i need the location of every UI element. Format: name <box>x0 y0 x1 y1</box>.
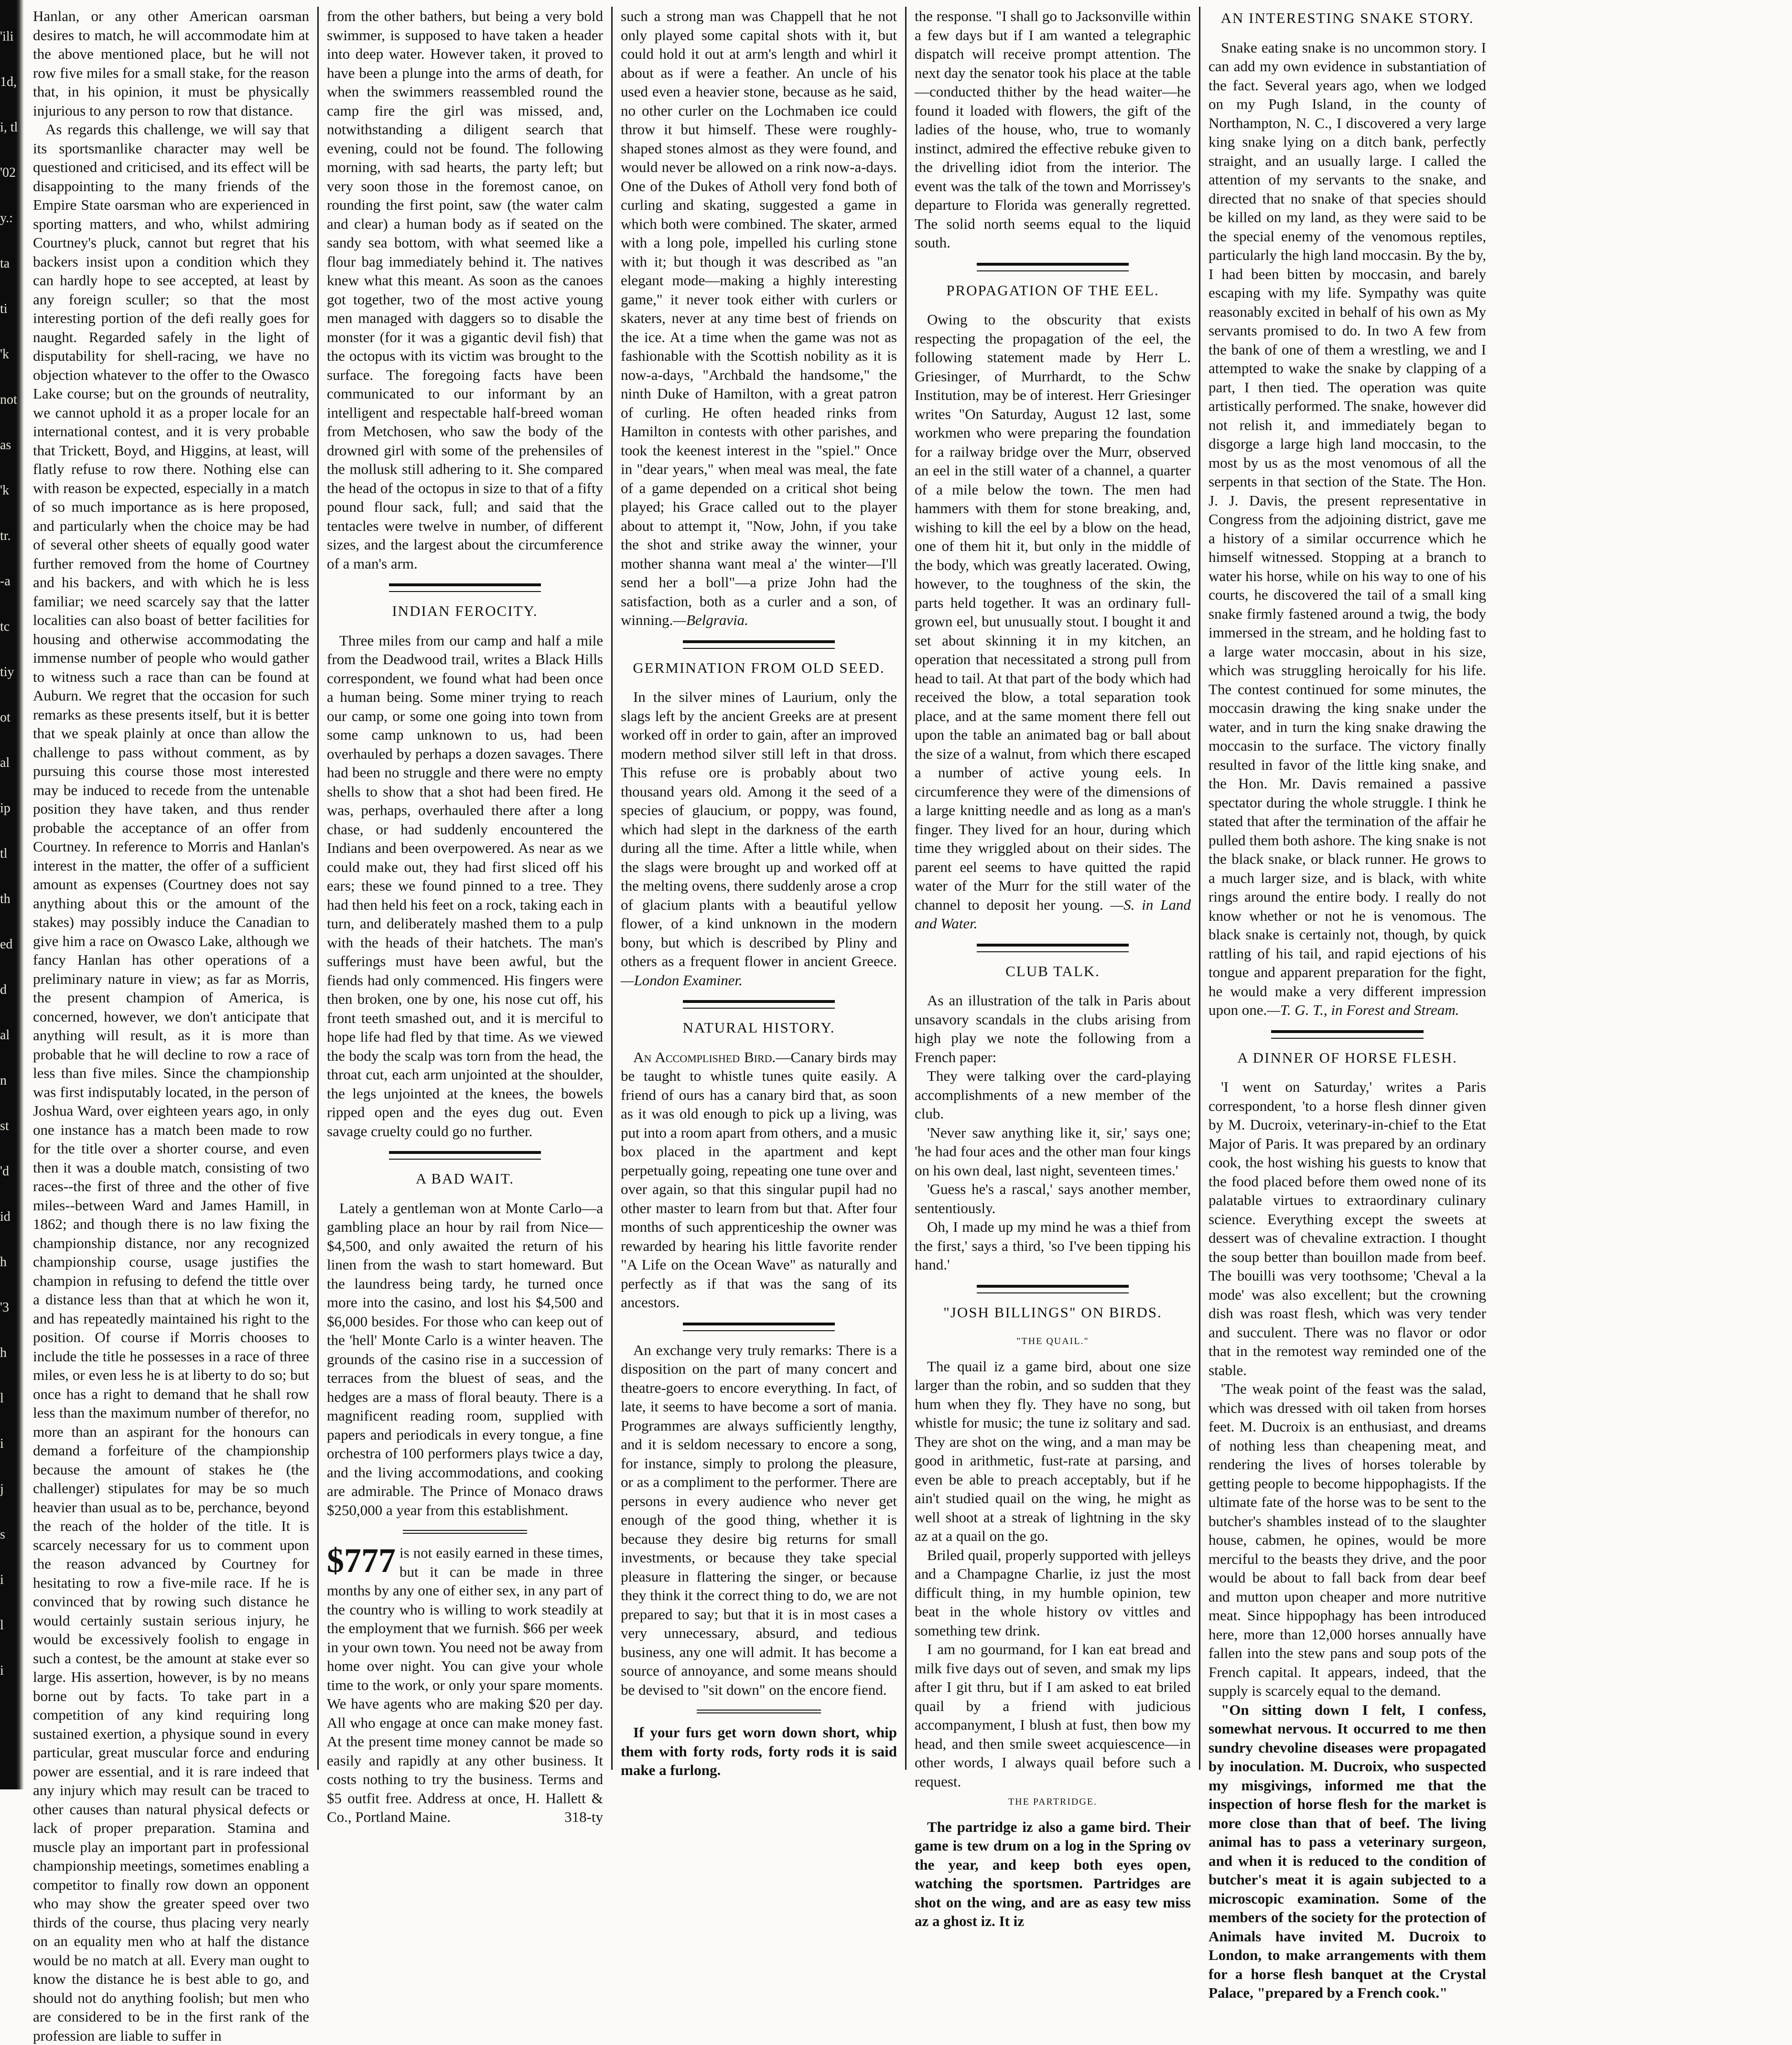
horse-flesh-text-1: 'I went on Saturday,' writes a Paris correspondent, 'to a horse flesh dinner given by M. Ducroix, veterinary-in-chief to the Etat Major of Paris. It was prepared by an ordinary cook, the host wishing his guests to know that the food placed before them owed none of its palatable virtues to extraordinary culinary science. Everything except the sweets at dessert was of chevaline extraction. I thought the soup better than bouillon made from beef. The bouilli was very toothsome; 'Cheval a la mode' was also excellent; but the crowning dish was roast flesh, which was very tender and succulent. There was no flavor or odor that in the remotest way reminded one of the stable. <box>1209 1078 1486 1378</box>
germination-text: In the silver mines of Laurium, only the slags left by the ancient Greeks are at present worked off in order to gain, after an improved modern method silver still left in that dross. This refuse ore is probably about two thousand years old. Among it the seed of a species of glaucium, or poppy, was found, which had slept in the darkness of the earth during all the time. After a little while, when the slags were brought up and worked off at the melting ovens, there suddenly arose a crop of glacium plants with a beautiful yellow flower, of a kind unknown in the modern bony, but which is described by Pliny and others as a frequent flower in ancient Greece.—London Examiner. <box>621 689 897 989</box>
senator-story-text: the response. "I shall go to Jacksonville within a few days but if I am wanted a telegraphic dispatch will receive prompt attention. The next day the senator took his place at the table—conducted thither by the head waiter—he found it loaded with flowers, the gift of the ladies of the house, who, true to womanly instinct, admired the effective rebuke given to the drivelling idiot from the interior. The event was the talk of the town and Morrissey's departure to Florida was generally regretted. The solid north seems equal to the liquid south. <box>915 8 1191 251</box>
gutter-fragment: tc <box>0 619 10 634</box>
club-talk-text-1: As an illustration of the talk in Paris about unsavory scandals in the clubs arising from high play we note the following from a French paper: <box>915 992 1191 1066</box>
rowing-challenge-commentary: As regards this challenge, we will say that its sportsmanlike character may well be questioned and criticised, and its effect will be disappointing to the many friends of the Empire State oarsman who are experienced in sporting matters, and who, whilst admiring Courtney's pluck, cannot but regret that his backers insist upon a condition which they can hardly hope to see accepted, at least by any foreign sculler; so that the most interesting portion of the defi really goes for naught. Regarded safely in the light of disputability for shell-racing, we have no objection whatever to the offer to the Owasco Lake course; but on the grounds of neutrality, we cannot uphold it as a proper locale for an international contest, and it is very probable that Trickett, Boyd, and Higgins, at least, will flatly refuse to row there. Nothing else can with reason be expected, especially in a match of so much importance as is here proposed, and particularly when the choice may be had of several other sheets of equally good water further removed from the home of Courtney and his backers, and with which he is less familiar; we need scarcely say that the latter localities can also boast of better facilities for housing and otherwise accommodating the immense number of people who would gather to witness such a race than can be found at Auburn. We regret that the occasion for such remarks as these presents itself, but it is better that we speak plainly at once than allow the challenge to pass without comment, as by pursuing this course those most interested may be induced to recede from the untenable position they have taken, and thus render probable the acceptance of an offer from Courtney. In reference to Morris and Hanlan's interest in the matter, the offer of a sufficient amount as expenses (Courtney does not say anything about this or the amount of the stakes) may possibly induce the Canadian to give him a race on Owasco Lake, although we fancy Hanlan has other operations of a preliminary nature in view; as far as Morris, the present champion of America, is concerned, however, we don't anticipate that anything will result, as it is more than probable that he will decline to row a race of less than five miles. Since the championship was first indisputably located, in the person of Joshua Ward, over eighteen years ago, in only one instance has a match been made to row for the title over a shorter course, and even then it was a double match, consisting of two races--the first of three and the other of five miles--between Ward and James Hamill, in 1862; and though there is no law fixing the championship distance, nor any recognized championship course, usage justifies the champion in refusing to defend the tittle over a distance less than that at which he won it, and has repeatedly maintained his right to the position. Of course if Morris chooses to include the title he possesses in a race of three miles, or even less he is at liberty to do so; but once has a right to demand that he shall row less than the maximum number of therefor, no more than an aspirant for the honours can demand a forfeiture of the championship because the amount of stakes he (the challenger) stipulates for may be so much heavier than usual as to be, perchance, beyond the reach of the holder of the title. It is scarcely necessary for us to comment upon the reason advanced by Courtney for hesitating to row a five-mile race. If he is convinced that by rowing such distance he would certainly sustain serious injury, he would be excessively foolish to engage in such a contest, be the amount at stake ever so large. His assertion, however, is by no means borne out by facts. To take part in a competition of any kind requiring long sustained exertion, a physique sound in every particular, great muscular force and enduring power are essential, and it is rare indeed that any injury which may result can be traced to other causes than natural physical defects or lack of proper preparation. Stamina and muscle play an important part in professional championship meetings, sometimes enabling a competitor to finally row down an opponent who may show the greater speed over two thirds of the course, thus placing very nearly on an equality men who at half the distance would be no match at all. Every man ought to know the distance he is best able to go, and should not do anything foolish; but men who are considered to be in the first rank of the profession are liable to suffer in <box>33 121 309 2044</box>
advertisement <box>327 1543 603 1827</box>
germination-source: —London Examiner. <box>621 971 743 989</box>
article-separator <box>977 263 1129 271</box>
gutter-fragment: i, tl <box>0 120 18 135</box>
gutter-fragment: d <box>0 982 7 997</box>
gutter-fragment: i <box>0 1436 4 1451</box>
gutter-fragment: j <box>0 1482 4 1496</box>
gutter-fragment: '02 <box>0 165 16 180</box>
gutter-fragment: 'k <box>0 483 10 498</box>
gutter-fragment: as <box>0 438 11 452</box>
headline-josh-billings: "JOSH BILLINGS" ON BIRDS. <box>943 1303 1162 1321</box>
encore-remarks-text: An exchange very truly remarks: There is a disposition on the part of many concert and theatre-goers to encore everything. In fact, of late, it seems to have become a sort of mania. Programmes are always sufficiently lengthy, and it is seldom necessary to encore a song, for instance, simply to prolong the pleasure, or as a compliment to the performer. There are persons in every audience who never get enough of the good thing, whether it is because they desire big returns for small investments, or because they take special pleasure in flattering the singer, or because they think it the correct thing to do, we are not prepared to say; but that it is in most cases a very unnecessary, absurd, and tedious business, any one will admit. It has become a source of annoyance, and some means should be devised to "sit down" on the encore fiend. <box>621 1341 897 1698</box>
article-separator <box>683 640 835 649</box>
gutter-fragment: 'k <box>0 347 10 362</box>
gutter-fragment: 'ili <box>0 29 14 44</box>
article-separator <box>403 1530 527 1534</box>
gutter-fragment: s <box>0 1527 5 1542</box>
eel-source: —S. in Land and Water. <box>915 896 1191 932</box>
gutter-fragment: ta <box>0 256 10 271</box>
headline-natural-history: NATURAL HISTORY. <box>682 1019 835 1036</box>
headline-club-talk: CLUB TALK. <box>1005 962 1100 979</box>
article-separator <box>697 1710 821 1713</box>
natural-history-text: An Accomplished Bird.—Canary birds may be taught to whistle tunes quite easily. A friend of ours has a canary bird that, as soon as it was old enough to pick up a living, was put into a room apart from others, and a music box placed in the apartment and kept perpetually going, repeating one tune over and over again, so that this singular pupil had no other master to learn from but that. After four months of such apprenticeship the owner was rewarded by hearing his little favorite render "A Life on the Ocean Wave" as naturally and perfectly as if that was the sang of its ancestors. <box>621 1048 897 1311</box>
snake-story-source: —T. G. T., in Forest and Stream. <box>1267 1001 1459 1018</box>
gutter-fragment: ot <box>0 710 11 725</box>
article-separator <box>389 1151 541 1160</box>
gutter-fragment: h <box>0 1345 7 1360</box>
furlong-joke: If your furs get worn down short, whip them with forty rods, forty rods it is said make a furlong. <box>621 1724 897 1778</box>
column-3 <box>613 7 907 1778</box>
gutter-fragment: n <box>0 1073 7 1088</box>
column-4 <box>907 7 1200 1929</box>
article-separator <box>977 1285 1129 1293</box>
gutter-fragment: th <box>0 892 11 906</box>
headline-indian-ferocity: INDIAN FEROCITY. <box>392 603 538 619</box>
club-talk-text-2: They were talking over the card-playing accomplishments of a new member of the club. <box>915 1067 1191 1122</box>
indian-ferocity-text: Three miles from our camp and half a mile from the Deadwood trail, writes a Black Hills correspondent, we found what had been once a human being. Some miner trying to reach our camp, or some one going into town from some camp unknown to us, had been overhauled by perhaps a dozen savages. There had been no struggle and there were no empty shells to show that a shot had been fired. He was, perhaps, overhauled there after a long chase, or had suddenly encountered the Indians and been overpowered. As near as we could make out, they had first sliced off his ears; these we found pinned to a tree. They had then held his feet on a rock, taking each in turn, and deliberately mashed them to a pulp with the heads of their hatchets. The man's sufferings must have been awful, but the fiends had only commenced. His fingers were then broken, one by one, his nose cut off, his front teeth smashed out, and it is merciful to hope life had fled by that time. As we viewed the body the scalp was torn from the head, the throat cut, each arm unjointed at the shoulder, the legs unjointed at the knees, the bowels ripped open and the eyes dug out. Even savage cruelty could go no further. <box>327 632 603 1140</box>
gutter-fragment: al <box>0 1028 10 1043</box>
gutter-fragment: l <box>0 1618 4 1633</box>
horse-flesh-text-2: 'The weak point of the feast was the salad, which was dressed with oil taken from horses feet. M. Ducroix is an enthusiast, and dreams of nothing less than cheapening meat, and rendering the lives of horses tolerable by getting people to become hippophagists. If the ultimate fate of the horse was to be sent to the butcher's shambles instead of to the slaughter house, cabmen, he opines, would be more merciful to the beasts they drive, and the poor would be about to fall back from dear beef and mutton upon cheaper and more nutritive meat. Since hippophagy has been introduced here, more than 12,000 horses annually have fallen into the stew pans and soup pots of the French capital. It appears, indeed, that the supply is scarcely equal to the demand. <box>1209 1380 1486 1699</box>
gutter-fragment: id <box>0 1209 11 1224</box>
headline-a-bad-wait: A BAD WAIT. <box>416 1170 514 1187</box>
curling-source: —Belgravia. <box>673 612 748 628</box>
gutter-fragment: ed <box>0 937 13 952</box>
article-separator <box>683 1000 835 1009</box>
gutter-fragment: l <box>0 1391 4 1406</box>
subheading-the-quail: "THE QUAIL." <box>1016 1336 1089 1346</box>
gutter-fragment: 'd <box>0 1164 10 1179</box>
rowing-challenge-text: Hanlan, or any other American oarsman desires to match, he will accommodate him at the above mentioned place, but he will not row five miles for a small stake, for the reason that, in his opinion, it must be physically injurious to any person to row that distance. <box>33 8 309 119</box>
gutter-fragment: -a <box>0 574 11 589</box>
gutter-fragment: '3 <box>0 1300 10 1315</box>
partridge-text: The partridge iz also a game bird. Their game is tew drum on a log in the Spring ov the year, and keep both eyes open, watching the sportsmen. Partridges are shot on the wing, and are as easy tew miss az a ghost iz. It iz <box>915 1818 1191 1929</box>
gutter-fragment: tl <box>0 846 8 861</box>
gutter-fragment: tiy <box>0 665 14 679</box>
snake-story-text: Snake eating snake is no uncommon story. I can add my own evidence in substantiation of the fact. Several years ago, when we lodged on my Pugh Island, in the county of Northampton, N. C., I discovered a very large king snake lying on a ditch bank, perfectly straight, and an usually large. I called the attention of my servants to the snake, and directed that no snake of that species should be killed on my land, as they were said to be the special enemy of the venomous reptiles, particularly the high land moccasin. By the by, I had been bitten by moccasin, and barely escaping with my life. Sympathy was quite reasonably excited in behalf of his own as My servants promised to do. In two A few from the bank of one of them a wrestling, we and I attempted to wake the snake by clapping of a part, I then tied. The operation was quite artistically performed. The snake, however did not relish it, and immediately began to disgorge a large high land moccasin, to the most by us as the most venomous of all the serpents in that section of the State. The Hon. J. J. Davis, the present representative in Congress from the adjoining district, gave me a history of a similar occurrence which he himself witnessed. Stopping at a branch to water his horse, while on his way to one of his courts, he discovered the tail of a small king snake firmly fastened around a twig, the body immersed in the stream, and he holding fast to a large water moccasin, about in his size, which was struggling heroically for his life. The contest continued for some minutes, the moccasin drawing the king snake under the water, and in turn the king snake drawing the moccasin to the surface. The victory finally resulted in favor of the little king snake, and the Hon. Mr. Davis remained a passive spectator during the whole struggle. I think he stated that after the termination of the affair he pulled them both ashore. The king snake is not the black snake, or black runner. He grows to a much larger size, and is black, with white rings around the entire body. I really do not know whether or not he is venomous. The black snake is certainly not, though, by quick rattling of his tail, and rapid ejections of his tongue and apparent preparation for the fight, he would make a very different impression upon one.—T. G. T., in Forest and Stream. <box>1209 39 1486 1018</box>
article-separator <box>977 944 1129 952</box>
article-separator <box>389 583 541 592</box>
club-talk-text-3: 'Never saw anything like it, sir,' says one; 'he had four aces and the other man four kings on his own deal, last night, seventeen times.' <box>915 1124 1191 1179</box>
gutter-fragment: i <box>0 1572 4 1587</box>
gutter-fragment: ti <box>0 301 8 316</box>
column-5 <box>1200 7 1494 2001</box>
headline-propagation-eel: PROPAGATION OF THE EEL. <box>946 281 1159 299</box>
quail-text-2: Briled quail, properly supported with jelleys and a Champagne Charlie, iz just the most difficult thing, in my humble opinion, tew beat in the whole history ov vittles and something tew drink. <box>915 1546 1191 1639</box>
gutter-fragment: not <box>0 392 17 407</box>
column-2 <box>319 7 613 1825</box>
a-bad-wait-text: Lately a gentleman won at Monte Carlo—a gambling place an hour by rail from Nice—$4,500, and only awaited the return of his linen from the wash to start homeward. But the laundress being tardy, he turned once more into the casino, and lost his $4,500 and $6,000 besides. For those who can keep out of the 'hell' Monte Carlo is a winter heaven. The grounds of the casino rise in a succession of terraces from the bluest of seas, and the hedges are a mass of floral beauty. There is a magnificent reading room, supplied with papers and periodicals in every tongue, a fine orchestra of 100 performers plays twice a day, and the living accommodations, and cooking are admirable. The Prince of Monaco draws $250,000 a year from this establishment. <box>327 1199 603 1518</box>
article-separator <box>683 1323 835 1331</box>
gutter-fragment: i <box>0 1663 4 1678</box>
club-talk-text-5: Oh, I made up my mind he was a thief from the first,' says a third, 'so I've been tipping his hand.' <box>915 1218 1191 1273</box>
ad-amount: $777 <box>327 1541 396 1580</box>
gutter-fragment: h <box>0 1255 7 1270</box>
column-1 <box>25 7 319 2044</box>
gutter-fragment: al <box>0 755 10 770</box>
gutter-fragment: ip <box>0 801 11 816</box>
gutter-fragment: 1d, <box>0 75 17 89</box>
horse-flesh-text-3: "On sitting down I felt, I confess, somewhat nervous. It occurred to me then sundry chevoline diseases were propagated by inoculation. M. Ducroix, who suspected my misgivings, informed me that the inspection of horse flesh for the market is more close than that of beef. The living animal has to pass a veterinary surgeon, and when it is reduced to the condition of butcher's meat it is again subjected to a microscopic examination. Some of the members of the society for the protection of Animals have invited M. Ducroix to London, to make arrangements with them for a horse flesh banquet at the Crystal Palace, "prepared by a French cook." <box>1209 1701 1486 2001</box>
gutter-fragment: y.: <box>0 211 13 226</box>
gutter-fragment: st <box>0 1119 9 1133</box>
article-separator <box>1271 1030 1424 1039</box>
curling-story-text: such a strong man was Chappell that he not only played some capital shots with it, but could hold it out at arm's length and whirl it about as if were a feather. An uncle of his used even a heavier stone, because as he said, no other curler on the Lochmaben ice could throw it but himself. These were roughly-shaped stones almost as they were found, and would never be allowed on a rink now-a-days. One of the Dukes of Atholl very fond both of curling and skating, suggested a game in which both were combined. The skater, armed with a long pole, impelled his curling stone with it; but though it was described as "an elegant mode—making a highly interesting game," it never took either with curlers or skaters, never at any time best of friends on the ice. At a time when the game was not as fashionable with the Scottish nobility as it is now-a-days, "Archbald the handsome," the ninth Duke of Hamilton, with a great patron of curling. He often headed rinks from Hamilton in contests with other parishes, and took the keenest interest in the "spiel." Once in "dear years," when meal was meal, the fate of a game depended on a critical shot being played; his Grace called out to the player about to attempt it, "Now, John, if you take the shot and strike away the winner, your mother shanna want meal a' the winter—I'll send her a boll"—a prize John had the satisfaction, both as a curler and a son, of winning.—Belgravia. <box>621 8 897 628</box>
headline-snake-story: AN INTERESTING SNAKE STORY. <box>1220 10 1474 26</box>
eel-text: Owing to the obscurity that exists respecting the propagation of the eel, the following statement made by Herr L. Griesinger, of Murrhardt, to the Schw Institution, may be of interest. Herr Griesinger writes "On Saturday, August 12 last, some workmen who were preparing the foundation for a railway bridge over the Murr, observed an eel in the still water of a channel, a quarter of a mile below the town. The men had hammers with them for stone breaking, and, wishing to kill the eel by a blow on the head, one of them hit it, but only in the middle of the body, which was greatly lacerated. Owing, however, to the toughness of the skin, the parts held together. It was an ordinary full-grown eel, but unusually stout. I bought it and set about skinning it in my kitchen, an operation that necessitated a strong pull from head to tail. At that part of the body which had received the blow, a total separation took place, and at the same moment there fell out upon the table an animated bag or ball about the size of a walnut, from which there escaped a number of active young eels. In circumference they were of the dimensions of a large knitting needle and as long as a man's finger. They lived for an hour, during which time they wriggled about on their sides. The parent eel seems to have quitted the rapid water of the Murr for the still water of the channel to deposit her young. —S. in Land and Water. <box>915 311 1191 932</box>
subheading-the-partridge: THE PARTRIDGE. <box>1008 1797 1098 1807</box>
club-talk-text-4: 'Guess he's a rascal,' says another member, sententiously. <box>915 1181 1191 1216</box>
newspaper-page <box>25 7 1788 2044</box>
ad-code: 318-ty <box>564 1808 603 1825</box>
natural-history-lead: An Accomplished Bird. <box>633 1048 776 1066</box>
octopus-story-text: from the other bathers, but being a very bold swimmer, is supposed to have taken a header into deep water. However taken, it proved to have been a plunge into the arms of death, for when the swimmers reassembled round the camp fire the girl was missed, and, notwithstanding a diligent search that evening, could not be found. The following morning, with sad hearts, the party left; but very soon those in the foremost canoe, on rounding the first point, saw (the water calm and clear) a human body as if seated on the sandy sea bottom, with what seemed like a flour bag immediately behind it. The natives knew what this meant. As soon as the canoes got together, two of the most active young men managed with daggers so to disable the monster (for it was a gigantic devil fish) that the octopus with its victim was brought to the surface. The foregoing facts have been communicated to our informant by an intelligent and respectable half-breed woman from Metchosen, who saw the body of the drowned girl with some of the prehensiles of the mollusk still adhering to it. She compared the head of the octopus in size to that of a fifty pound flour sack, full; and said that the tentacles were twelve in number, of different sizes, and the largest about the circumference of a man's arm. <box>327 8 603 572</box>
quail-text-1: The quail iz a game bird, about one size larger than the robin, and so sudden that they hum when they fly. They have no song, but whistle for music; the tune iz solitary and sad. They are shot on the wing, and a man may be good in arithmetic, fust-rate at parsing, and even be able to preach acceptably, but if he ain't studied quail on the wing, he might as well shoot at a streak of lightning in the sky az at a quail on the go. <box>915 1357 1191 1544</box>
ad-text: is not easily earned in these times, but it can be made in three months by any one of either sex, in any part of the country who is willing to work steadily at the employment that we furnish. $66 per week in your own town. You need not be away from home over night. You can give your whole time to the work, or only your spare moments. We have agents who are making $20 per day. All who engage at once can make money fast. At the present time money cannot be made so easily and rapidly at any other business. It costs nothing to try the business. Terms and $5 outfit free. Address at once, H. Hallett & Co., Portland Maine. <box>327 1544 603 1825</box>
headline-germination: GERMINATION FROM OLD SEED. <box>633 659 885 676</box>
quail-text-3: I am no gourmand, for I kan eat bread and milk five days out of seven, and smak my lips after I git thru, but if I am asked to eat briled quail by a friend with judicious accompanyment, I blush at fust, then bow my head, and then smile sweet acquiescence—in other words, I always quail before such a request. <box>915 1641 1191 1790</box>
gutter-fragment: tr. <box>0 528 11 543</box>
headline-horse-flesh: A DINNER OF HORSE FLESH. <box>1237 1049 1457 1066</box>
